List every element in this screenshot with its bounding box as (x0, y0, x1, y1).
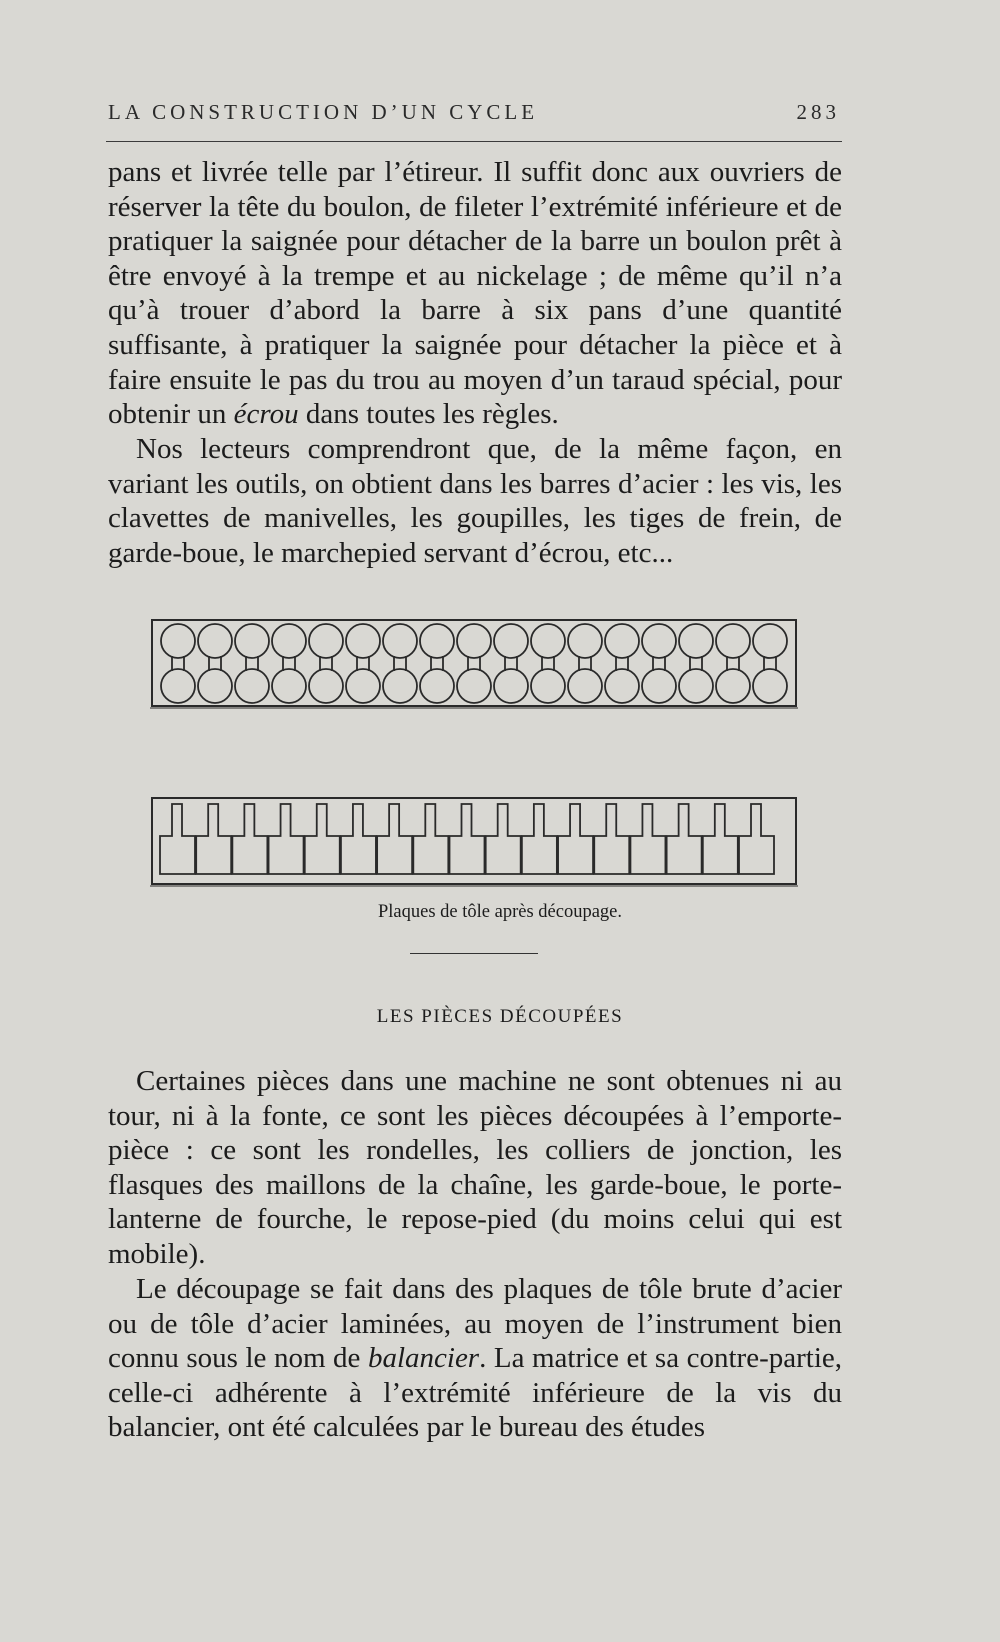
bracket-piece (413, 804, 448, 874)
washer-piece (753, 624, 787, 703)
emphasis-balancier: balancier (367, 1342, 480, 1375)
paragraph-4: Le découpage se fait dans des plaques de tôle brute d’acier ou de tôle d’acier laminées, au moyen de l’instrument bien connu sous le nom de balancier. La matrice et sa contre-partie, celle-ci adhérente à l’extrémité inférieure de la vis du balancier, ont été calculées par le bureau des études (108, 1273, 842, 1444)
bracket-piece (341, 804, 376, 874)
paragraph-1: pans et livrée telle par l’étireur. Il suffit donc aux ouvriers de réserver la tête du boulon, de fileter l’extrémité inférieure et de pratiquer la saignée pour détacher de la barre un boulon prêt à être envoyé à la trempe et au nickelage ; de même qu’il n’a qu’à trouer d’abord la barre à six pans d’une quantité suffisante, à pratiquer la saignée pour détacher la pièce et à faire ensuite le pas du trou au moyen d’un taraud spécial, pour obtenir un écrou dans toutes les règles. (108, 156, 842, 431)
washer-piece (235, 624, 269, 703)
washer-piece (642, 624, 676, 703)
header-rule (106, 141, 842, 142)
bracket-piece (377, 804, 412, 874)
bracket-piece (703, 804, 738, 874)
section-title: LES PIÈCES DÉCOUPÉES (376, 1006, 624, 1027)
washer-piece (198, 624, 232, 703)
bracket-piece (594, 804, 629, 874)
washer-piece (272, 624, 306, 703)
paragraph-3: Certaines pièces dans une machine ne sont obtenues ni au tour, ni à la fonte, ce sont les pièces découpées à l’emporte-pièce : ce sont les rondelles, les colliers de jonction, les flasques des maillons de la chaîne, les garde-boue, le porte-lanterne de fourche, le repose-pied (du moins celui qui est mobile). (108, 1065, 842, 1270)
bracket-piece (196, 804, 231, 874)
paragraph-2: Nos lecteurs comprendront que, de la même façon, en variant les outils, on obtient dans les barres d’acier : les vis, les clavettes de manivelles, les goupilles, les tiges de frein, de garde-boue, le marchepied servant d’écrou, etc... (108, 433, 842, 569)
bracket-piece (739, 804, 774, 874)
plate-outline (152, 620, 796, 706)
washer-piece (716, 624, 750, 703)
emphasis-ecrou: écrou (233, 398, 299, 431)
bracket-piece (269, 804, 304, 874)
washer-piece (457, 624, 491, 703)
plate-outline (152, 798, 796, 884)
washer-piece (383, 624, 417, 703)
washer-piece (420, 624, 454, 703)
washer-piece (531, 624, 565, 703)
figure-plate-washers (150, 616, 800, 712)
bracket-piece (450, 804, 485, 874)
page-number: 283 (796, 100, 840, 124)
washer-piece (346, 624, 380, 703)
bracket-piece (160, 804, 195, 874)
bracket-piece (667, 804, 702, 874)
washer-piece (679, 624, 713, 703)
washer-piece (161, 624, 195, 703)
figure-plate-brackets (150, 794, 800, 890)
bracket-piece (232, 804, 267, 874)
bracket-piece (558, 804, 593, 874)
bracket-piece (486, 804, 521, 874)
section-separator (410, 953, 538, 954)
washer-piece (309, 624, 343, 703)
running-title: LA CONSTRUCTION D’UN CYCLE (108, 100, 539, 124)
bracket-piece (305, 804, 340, 874)
washer-piece (494, 624, 528, 703)
washer-piece (568, 624, 602, 703)
washer-piece (605, 624, 639, 703)
figure-caption: Plaques de tôle après découpage. (377, 902, 622, 922)
bracket-piece (630, 804, 665, 874)
bracket-piece (522, 804, 557, 874)
running-header (108, 100, 840, 125)
